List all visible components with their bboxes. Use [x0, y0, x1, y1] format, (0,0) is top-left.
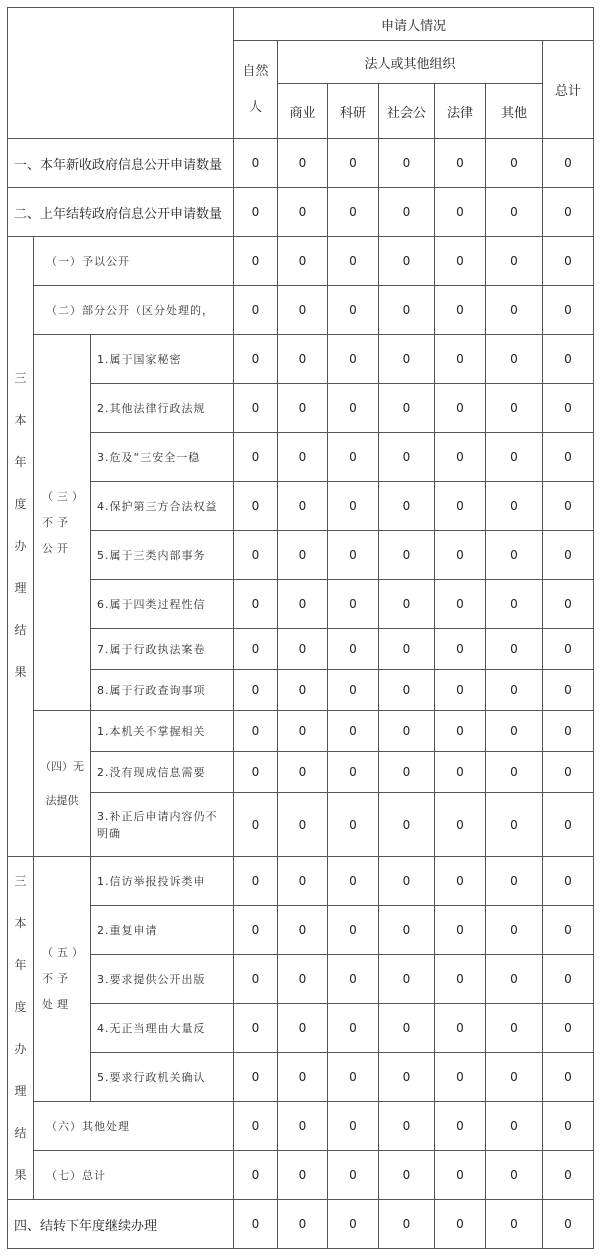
value-cell: 0 — [379, 335, 435, 384]
group-label-not-disclosed: （三）不予公开 — [34, 335, 91, 711]
row-label-carried-over: 二、上年结转政府信息公开申请数量 — [8, 188, 234, 237]
item-label: 2.其他法律行政法规 — [91, 384, 234, 433]
disclosure-statistics-table — [7, 7, 594, 1249]
value-cell: 0 — [543, 531, 594, 580]
table-row — [8, 1053, 594, 1102]
value-cell: 0 — [435, 335, 486, 384]
table-row — [8, 188, 594, 237]
col-header-business: 商业 — [278, 84, 328, 139]
value-cell: 0 — [328, 1200, 379, 1249]
value-cell: 0 — [328, 335, 379, 384]
value-cell: 0 — [234, 906, 278, 955]
value-cell: 0 — [543, 335, 594, 384]
value-cell: 0 — [486, 1004, 543, 1053]
value-cell: 0 — [486, 433, 543, 482]
value-cell: 0 — [486, 531, 543, 580]
item-label: 3.补正后申请内容仍不明确 — [91, 793, 234, 857]
value-cell: 0 — [543, 1200, 594, 1249]
applicant-situation-header: 申请人情况 — [234, 8, 594, 41]
value-cell: 0 — [234, 793, 278, 857]
value-cell: 0 — [278, 670, 328, 711]
value-cell: 0 — [379, 1151, 435, 1200]
value-cell: 0 — [379, 1102, 435, 1151]
value-cell: 0 — [278, 1200, 328, 1249]
value-cell: 0 — [543, 384, 594, 433]
value-cell: 0 — [379, 237, 435, 286]
value-cell: 0 — [234, 384, 278, 433]
value-cell: 0 — [278, 286, 328, 335]
value-cell: 0 — [328, 793, 379, 857]
value-cell: 0 — [278, 857, 328, 906]
table-row — [8, 433, 594, 482]
value-cell: 0 — [543, 752, 594, 793]
total-header: 总计 — [543, 41, 594, 139]
value-cell: 0 — [435, 1004, 486, 1053]
value-cell: 0 — [486, 286, 543, 335]
value-cell: 0 — [486, 335, 543, 384]
value-cell: 0 — [486, 188, 543, 237]
value-cell: 0 — [486, 793, 543, 857]
value-cell: 0 — [486, 1151, 543, 1200]
value-cell: 0 — [543, 857, 594, 906]
value-cell: 0 — [435, 1102, 486, 1151]
value-cell: 0 — [435, 670, 486, 711]
natural-person-header: 自然人 — [234, 41, 278, 139]
value-cell: 0 — [328, 955, 379, 1004]
value-cell: 0 — [379, 1004, 435, 1053]
group-label-unable: （四）无法提供 — [34, 711, 91, 857]
value-cell: 0 — [278, 955, 328, 1004]
value-cell: 0 — [278, 1151, 328, 1200]
value-cell: 0 — [278, 139, 328, 188]
value-cell: 0 — [379, 793, 435, 857]
value-cell: 0 — [543, 1053, 594, 1102]
item-label: 6.属于四类过程性信 — [91, 580, 234, 629]
row-label-new-requests: 一、本年新收政府信息公开申请数量 — [8, 139, 234, 188]
value-cell: 0 — [435, 531, 486, 580]
value-cell: 0 — [543, 793, 594, 857]
table-row — [8, 1200, 594, 1249]
value-cell: 0 — [328, 752, 379, 793]
value-cell: 0 — [278, 384, 328, 433]
value-cell: 0 — [234, 752, 278, 793]
row-label-partial: （二）部分公开（区分处理的， — [34, 286, 234, 335]
value-cell: 0 — [234, 1004, 278, 1053]
value-cell: 0 — [543, 482, 594, 531]
value-cell: 0 — [543, 286, 594, 335]
value-cell: 0 — [379, 711, 435, 752]
table-row — [8, 670, 594, 711]
value-cell: 0 — [328, 531, 379, 580]
value-cell: 0 — [543, 237, 594, 286]
value-cell: 0 — [543, 188, 594, 237]
col-header-research: 科研 — [328, 84, 379, 139]
value-cell: 0 — [278, 1053, 328, 1102]
row-label-other: （六）其他处理 — [34, 1102, 234, 1151]
value-cell: 0 — [278, 237, 328, 286]
value-cell: 0 — [543, 906, 594, 955]
table-row — [8, 237, 594, 286]
value-cell: 0 — [379, 1053, 435, 1102]
value-cell: 0 — [379, 286, 435, 335]
table-row — [8, 335, 594, 384]
corner-cell — [8, 8, 234, 139]
value-cell: 0 — [379, 1200, 435, 1249]
item-label: 1.属于国家秘密 — [91, 335, 234, 384]
value-cell: 0 — [328, 711, 379, 752]
item-label: 8.属于行政查询事项 — [91, 670, 234, 711]
value-cell: 0 — [278, 188, 328, 237]
value-cell: 0 — [328, 906, 379, 955]
value-cell: 0 — [328, 139, 379, 188]
table-row — [8, 629, 594, 670]
value-cell: 0 — [435, 188, 486, 237]
value-cell: 0 — [234, 711, 278, 752]
value-cell: 0 — [435, 237, 486, 286]
value-cell: 0 — [543, 955, 594, 1004]
value-cell: 0 — [543, 711, 594, 752]
value-cell: 0 — [379, 384, 435, 433]
value-cell: 0 — [543, 1004, 594, 1053]
value-cell: 0 — [379, 857, 435, 906]
value-cell: 0 — [543, 1102, 594, 1151]
value-cell: 0 — [328, 670, 379, 711]
group-label-not-processed: （五）不予处理 — [34, 857, 91, 1102]
value-cell: 0 — [486, 752, 543, 793]
table-row — [8, 1102, 594, 1151]
value-cell: 0 — [234, 955, 278, 1004]
value-cell: 0 — [379, 139, 435, 188]
item-label: 3.危及“三安全一稳 — [91, 433, 234, 482]
value-cell: 0 — [234, 188, 278, 237]
value-cell: 0 — [486, 580, 543, 629]
value-cell: 0 — [543, 433, 594, 482]
value-cell: 0 — [543, 629, 594, 670]
value-cell: 0 — [278, 1004, 328, 1053]
value-cell: 0 — [234, 580, 278, 629]
value-cell: 0 — [234, 237, 278, 286]
row-label-total: （七）总计 — [34, 1151, 234, 1200]
value-cell: 0 — [379, 580, 435, 629]
value-cell: 0 — [278, 752, 328, 793]
value-cell: 0 — [486, 955, 543, 1004]
value-cell: 0 — [328, 1053, 379, 1102]
value-cell: 0 — [278, 793, 328, 857]
row-label-carry-next: 四、结转下年度继续办理 — [8, 1200, 234, 1249]
value-cell: 0 — [435, 955, 486, 1004]
table-row — [8, 580, 594, 629]
value-cell: 0 — [486, 384, 543, 433]
value-cell: 0 — [328, 237, 379, 286]
value-cell: 0 — [486, 237, 543, 286]
value-cell: 0 — [234, 335, 278, 384]
value-cell: 0 — [435, 1053, 486, 1102]
value-cell: 0 — [328, 857, 379, 906]
value-cell: 0 — [234, 286, 278, 335]
value-cell: 0 — [278, 335, 328, 384]
item-label: 3.要求提供公开出版 — [91, 955, 234, 1004]
value-cell: 0 — [435, 580, 486, 629]
value-cell: 0 — [435, 1151, 486, 1200]
item-label: 2.重复申请 — [91, 906, 234, 955]
value-cell: 0 — [543, 1151, 594, 1200]
value-cell: 0 — [278, 906, 328, 955]
value-cell: 0 — [435, 433, 486, 482]
value-cell: 0 — [234, 1151, 278, 1200]
value-cell: 0 — [234, 531, 278, 580]
col-header-legal: 法律 — [435, 84, 486, 139]
value-cell: 0 — [435, 286, 486, 335]
value-cell: 0 — [543, 580, 594, 629]
value-cell: 0 — [278, 711, 328, 752]
value-cell: 0 — [379, 906, 435, 955]
value-cell: 0 — [328, 286, 379, 335]
value-cell: 0 — [234, 1200, 278, 1249]
value-cell: 0 — [379, 629, 435, 670]
value-cell: 0 — [435, 139, 486, 188]
value-cell: 0 — [328, 433, 379, 482]
value-cell: 0 — [278, 433, 328, 482]
value-cell: 0 — [486, 1102, 543, 1151]
legal-org-header: 法人或其他组织 — [278, 41, 543, 84]
table-row — [8, 1004, 594, 1053]
item-label: 4.保护第三方合法权益 — [91, 482, 234, 531]
value-cell: 0 — [278, 482, 328, 531]
value-cell: 0 — [379, 670, 435, 711]
table-row — [8, 793, 594, 857]
value-cell: 0 — [486, 906, 543, 955]
value-cell: 0 — [234, 629, 278, 670]
value-cell: 0 — [543, 139, 594, 188]
value-cell: 0 — [278, 1102, 328, 1151]
table-row — [8, 286, 594, 335]
value-cell: 0 — [234, 857, 278, 906]
value-cell: 0 — [543, 670, 594, 711]
item-label: 4.无正当理由大量反 — [91, 1004, 234, 1053]
value-cell: 0 — [486, 857, 543, 906]
value-cell: 0 — [435, 629, 486, 670]
value-cell: 0 — [328, 1102, 379, 1151]
table-row — [8, 1151, 594, 1200]
value-cell: 0 — [435, 482, 486, 531]
value-cell: 0 — [379, 752, 435, 793]
row-label-approved: （一）予以公开 — [34, 237, 234, 286]
table-row — [8, 906, 594, 955]
value-cell: 0 — [328, 384, 379, 433]
item-label: 7.属于行政执法案卷 — [91, 629, 234, 670]
value-cell: 0 — [328, 629, 379, 670]
item-label: 1.本机关不掌握相关 — [91, 711, 234, 752]
value-cell: 0 — [435, 752, 486, 793]
value-cell: 0 — [435, 793, 486, 857]
value-cell: 0 — [234, 1053, 278, 1102]
value-cell: 0 — [435, 906, 486, 955]
value-cell: 0 — [486, 670, 543, 711]
value-cell: 0 — [379, 433, 435, 482]
value-cell: 0 — [435, 384, 486, 433]
value-cell: 0 — [234, 1102, 278, 1151]
table-row — [8, 384, 594, 433]
value-cell: 0 — [379, 955, 435, 1004]
value-cell: 0 — [435, 857, 486, 906]
col-header-other: 其他 — [486, 84, 543, 139]
table-row — [8, 139, 594, 188]
value-cell: 0 — [486, 711, 543, 752]
value-cell: 0 — [486, 1053, 543, 1102]
value-cell: 0 — [379, 531, 435, 580]
value-cell: 0 — [379, 188, 435, 237]
value-cell: 0 — [234, 670, 278, 711]
value-cell: 0 — [278, 629, 328, 670]
value-cell: 0 — [379, 482, 435, 531]
item-label: 2.没有现成信息需要 — [91, 752, 234, 793]
value-cell: 0 — [234, 482, 278, 531]
value-cell: 0 — [234, 433, 278, 482]
value-cell: 0 — [435, 711, 486, 752]
value-cell: 0 — [486, 139, 543, 188]
value-cell: 0 — [486, 629, 543, 670]
item-label: 5.属于三类内部事务 — [91, 531, 234, 580]
value-cell: 0 — [278, 531, 328, 580]
value-cell: 0 — [328, 1151, 379, 1200]
table-row — [8, 857, 594, 906]
value-cell: 0 — [486, 1200, 543, 1249]
table-row — [8, 482, 594, 531]
value-cell: 0 — [328, 1004, 379, 1053]
value-cell: 0 — [328, 580, 379, 629]
value-cell: 0 — [486, 482, 543, 531]
header-row-1 — [8, 8, 594, 41]
table-row — [8, 531, 594, 580]
value-cell: 0 — [278, 580, 328, 629]
table-row — [8, 711, 594, 752]
item-label: 5.要求行政机关确认 — [91, 1053, 234, 1102]
value-cell: 0 — [234, 139, 278, 188]
value-cell: 0 — [328, 188, 379, 237]
col-header-public-welfare: 社会公 — [379, 84, 435, 139]
item-label: 1.信访举报投诉类申 — [91, 857, 234, 906]
table-row — [8, 752, 594, 793]
value-cell: 0 — [435, 1200, 486, 1249]
section3-vertical-label-1: 三本年度办理结果 — [8, 237, 34, 857]
section3-vertical-label-2: 三本年度办理结果 — [8, 857, 34, 1200]
table-row — [8, 955, 594, 1004]
value-cell: 0 — [328, 482, 379, 531]
